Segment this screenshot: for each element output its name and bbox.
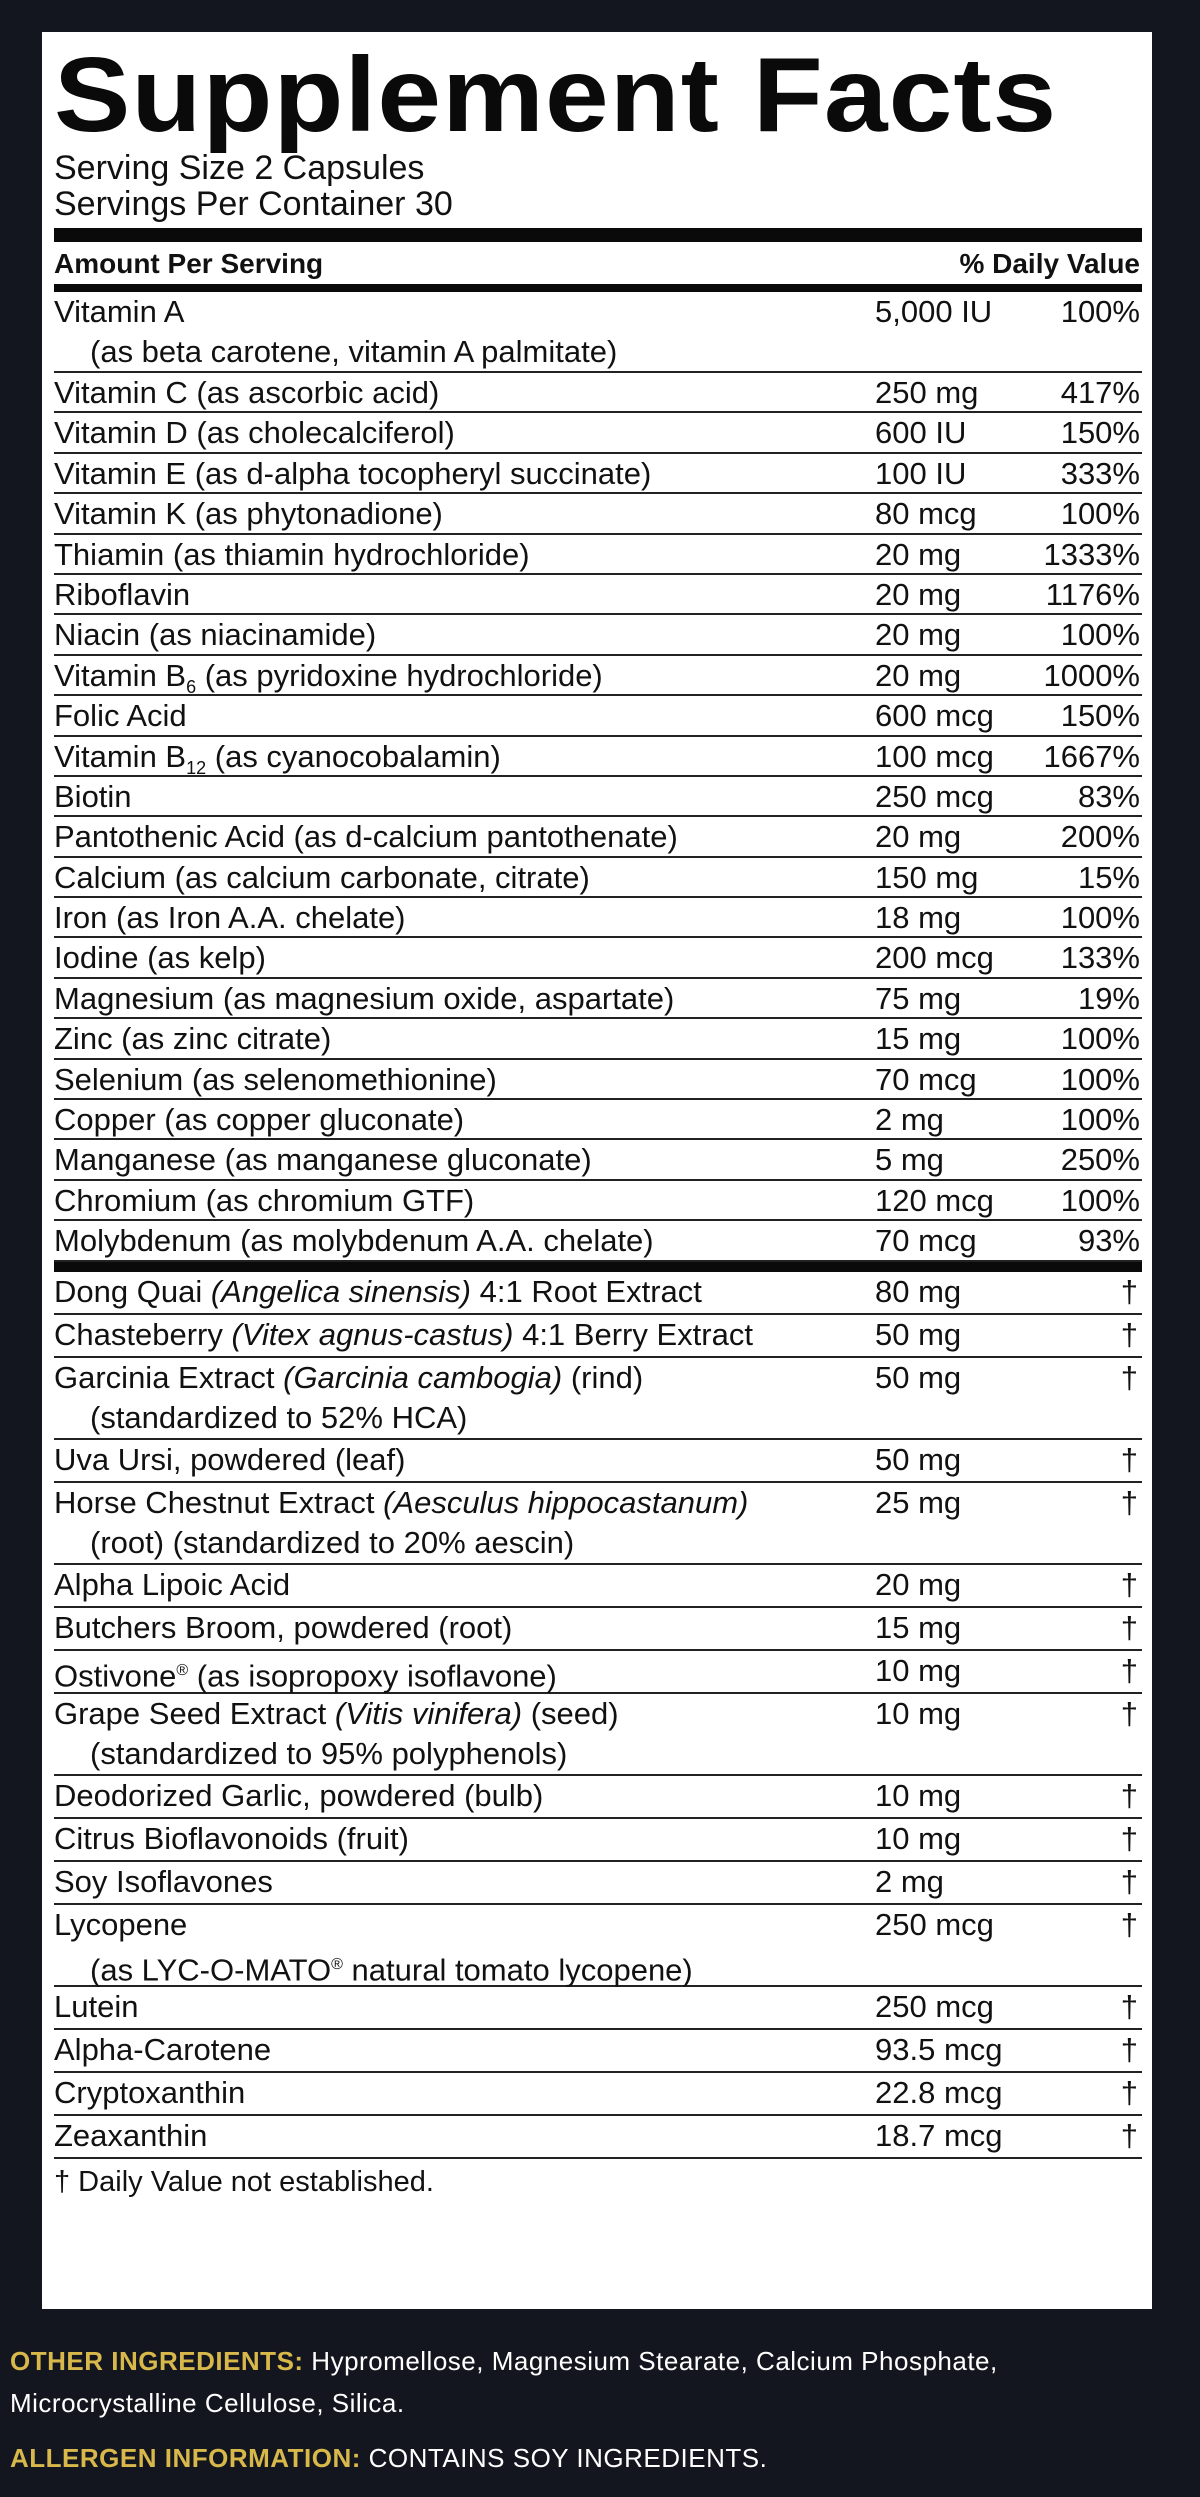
ingredient-name-text: Grape Seed Extract <box>54 1695 335 1731</box>
nutrient-name: Magnesium (as magnesium oxide, aspartate) <box>54 980 675 1016</box>
table-row <box>54 373 1142 413</box>
nutrient-name: Vitamin E (as d-alpha tocopheryl succinate) <box>54 455 652 491</box>
nutrient-name: Manganese (as manganese gluconate) <box>54 1142 592 1178</box>
ingredient-amount: 50 mg <box>875 1316 962 1352</box>
daily-value-header: % Daily Value <box>959 248 1140 279</box>
nutrient-daily-value: 100% <box>1060 617 1140 653</box>
ingredient-name-text: Deodorized Garlic, powdered (bulb) <box>54 1777 544 1813</box>
page-title: Supplement Facts <box>54 36 1058 154</box>
dagger-mark: † <box>1120 1566 1138 1602</box>
ingredient-botanical-name: (Vitis vinifera) <box>334 1695 523 1731</box>
table-row <box>54 1651 1142 1694</box>
ingredient-name <box>54 1483 748 1523</box>
nutrient-name: Calcium (as calcium carbonate, citrate) <box>54 859 590 895</box>
ingredient-botanical-name: (Garcinia cambogia) <box>283 1359 563 1395</box>
nutrient-name: Pantothenic Acid (as d-calcium pantothenate) <box>54 819 678 855</box>
ingredient-botanical-name: (Vitex agnus-castus) <box>231 1316 514 1352</box>
nutrient-daily-value: 100% <box>1060 496 1140 532</box>
table-row <box>54 1862 1142 1905</box>
other-ingredients-label: OTHER INGREDIENTS: <box>10 2346 304 2376</box>
ingredient-source-text: (as LYC-O-MATO <box>90 1951 332 1987</box>
nutrient-name-main: Vitamin B <box>54 738 187 774</box>
nutrient-name: Vitamin K (as phytonadione) <box>54 496 443 532</box>
nutrient-daily-value: 19% <box>1077 980 1140 1016</box>
table-row <box>54 1181 1142 1221</box>
ingredient-name <box>54 1315 753 1355</box>
nutrient-daily-value: 93% <box>1077 1223 1140 1259</box>
ingredient-name <box>54 2073 245 2113</box>
nutrient-source: (as beta carotene, vitamin A palmitate) <box>90 334 618 369</box>
ingredient-name-suffix: (seed) <box>522 1695 619 1731</box>
nutrient-name: Riboflavin <box>54 576 191 612</box>
nutrient-name: Zinc (as zinc citrate) <box>54 1021 332 1057</box>
table-row <box>54 858 1142 898</box>
table-row <box>54 1272 1142 1315</box>
nutrient-amount: 250 mg <box>875 375 979 410</box>
table-row <box>54 1358 1142 1440</box>
ingredient-name <box>54 1565 290 1605</box>
nutrient-amount: 20 mg <box>875 536 962 572</box>
nutrient-name: Copper (as copper gluconate) <box>54 1102 465 1138</box>
ingredient-amount: 10 mg <box>875 1695 962 1731</box>
nutrient-name-subscript: 6 <box>186 676 197 697</box>
nutrient-name: Folic Acid <box>54 698 187 734</box>
other-ingredients <box>10 2340 1190 2424</box>
ingredient-name-text: Horse Chestnut Extract <box>54 1484 384 1520</box>
ingredient-botanical-name: (Angelica sinensis) <box>210 1273 471 1309</box>
divider-medium <box>54 284 1142 292</box>
ingredient-name <box>54 1694 619 1734</box>
ingredient-amount: 50 mg <box>875 1359 962 1395</box>
nutrient-amount: 75 mg <box>875 980 962 1016</box>
dagger-mark: † <box>1120 1695 1138 1731</box>
dagger-mark: † <box>1120 1273 1138 1309</box>
divider-thick <box>54 1262 1142 1272</box>
dagger-mark: † <box>1120 2031 1138 2067</box>
dagger-mark: † <box>1120 1906 1138 1942</box>
ingredient-amount: 10 mg <box>875 1820 962 1856</box>
nutrient-daily-value: 333% <box>1060 455 1140 491</box>
table-row <box>54 535 1142 575</box>
nutrient-daily-value: 100% <box>1060 1182 1140 1218</box>
ingredient-source: (root) (standardized to 20% aescin) <box>90 1524 575 1560</box>
ingredient-amount: 20 mg <box>875 1566 962 1602</box>
ingredient-name-suffix: 4:1 Berry Extract <box>513 1316 753 1352</box>
table-row <box>54 2073 1142 2116</box>
ingredient-name <box>54 1987 138 2027</box>
nutrient-amount: 20 mg <box>875 576 962 612</box>
nutrient-daily-value: 150% <box>1060 415 1140 451</box>
ingredient-name <box>54 1905 187 1945</box>
table-row <box>54 413 1142 453</box>
dagger-mark: † <box>1120 1863 1138 1899</box>
nutrient-amount: 600 IU <box>875 415 967 451</box>
ingredient-source: (standardized to 52% HCA) <box>90 1399 468 1435</box>
ingredient-name <box>54 1776 543 1816</box>
table-row <box>54 656 1142 696</box>
table-row <box>54 1694 1142 1776</box>
ingredient-name-text: Butchers Broom, powdered (root) <box>54 1609 513 1645</box>
nutrient-amount: 80 mcg <box>875 496 977 532</box>
nutrient-daily-value: 83% <box>1077 778 1140 814</box>
nutrient-amount: 100 mcg <box>875 738 994 774</box>
nutrient-daily-value: 250% <box>1060 1142 1140 1178</box>
table-row <box>54 1221 1142 1261</box>
nutrient-name-main: Vitamin B <box>54 657 187 693</box>
nutrient-amount: 18 mg <box>875 900 962 936</box>
nutrient-amount: 70 mcg <box>875 1223 977 1259</box>
table-row <box>54 737 1142 777</box>
ingredient-name <box>54 1608 512 1648</box>
nutrient-daily-value: 100% <box>1060 900 1140 936</box>
ingredient-name-text: Lycopene <box>54 1906 188 1942</box>
nutrient-name: Niacin (as niacinamide) <box>54 617 377 653</box>
dagger-mark: † <box>1120 1820 1138 1856</box>
nutrient-daily-value: 150% <box>1060 698 1140 734</box>
table-row <box>54 1019 1142 1059</box>
ingredient-name <box>54 2030 271 2070</box>
nutrient-name-rest: (as pyridoxine hydrochloride) <box>196 657 603 693</box>
nutrient-amount: 150 mg <box>875 859 979 895</box>
table-row <box>54 1440 1142 1483</box>
dagger-mark: † <box>1120 2074 1138 2110</box>
ingredient-name <box>54 1358 643 1398</box>
ingredient-name <box>54 1440 405 1480</box>
servings-per-container: Servings Per Container 30 <box>54 185 453 223</box>
ingredient-name-text: Garcinia Extract <box>54 1359 284 1395</box>
registered-mark: ® <box>176 1661 189 1679</box>
nutrient-name: Molybdenum (as molybdenum A.A. chelate) <box>54 1223 654 1259</box>
amount-per-serving-header: Amount Per Serving <box>54 248 324 279</box>
nutrient-amount: 120 mcg <box>875 1182 994 1218</box>
ingredient-amount: 2 mg <box>875 1863 944 1899</box>
ingredient-amount: 50 mg <box>875 1441 962 1477</box>
table-row <box>54 1315 1142 1358</box>
nutrient-amount: 5,000 IU <box>875 294 993 329</box>
nutrient-amount: 20 mg <box>875 819 962 855</box>
nutrient-amount: 100 IU <box>875 455 967 491</box>
ingredient-amount: 250 mcg <box>875 1988 994 2024</box>
nutrient-amount: 20 mg <box>875 617 962 653</box>
dagger-mark: † <box>1120 1484 1138 1520</box>
ingredient-name <box>54 2116 207 2156</box>
table-row <box>54 1987 1142 2030</box>
table-header <box>54 242 1142 284</box>
nutrient-daily-value: 100% <box>1060 294 1140 329</box>
ingredient-name-suffix: (rind) <box>562 1359 644 1395</box>
table-row <box>54 1100 1142 1140</box>
nutrient-amount: 2 mg <box>875 1102 944 1138</box>
table-row <box>54 2030 1142 2073</box>
nutrient-amount: 600 mcg <box>875 698 994 734</box>
table-row <box>54 1140 1142 1180</box>
table-row <box>54 979 1142 1019</box>
ingredient-name <box>54 1651 557 1697</box>
table-row <box>54 1565 1142 1608</box>
ingredient-name-text: Citrus Bioflavonoids (fruit) <box>54 1820 409 1856</box>
table-row <box>54 898 1142 938</box>
table-row <box>54 575 1142 615</box>
ingredient-name-text: Zeaxanthin <box>54 2117 208 2153</box>
nutrient-daily-value: 1667% <box>1043 738 1140 774</box>
ingredient-name-text: Uva Ursi, powdered (leaf) <box>54 1441 406 1477</box>
ingredient-amount: 15 mg <box>875 1609 962 1645</box>
ingredient-name-text: Cryptoxanthin <box>54 2074 246 2110</box>
table-row <box>54 817 1142 857</box>
ingredient-name-text: Dong Quai <box>54 1273 211 1309</box>
ingredient-name-text: Alpha-Carotene <box>54 2031 272 2067</box>
nutrient-daily-value: 1000% <box>1043 657 1140 693</box>
nutrient-amount: 20 mg <box>875 657 962 693</box>
supplement-facts-panel <box>42 32 1152 2309</box>
ingredient-amount: 250 mcg <box>875 1906 994 1942</box>
nutrient-daily-value: 1333% <box>1043 536 1140 572</box>
dagger-mark: † <box>1120 2117 1138 2153</box>
table-row <box>54 696 1142 736</box>
ingredient-name <box>54 1272 702 1312</box>
nutrient-daily-value: 100% <box>1060 1061 1140 1097</box>
ingredient-source <box>90 1945 693 1990</box>
ingredient-name <box>54 1819 409 1859</box>
nutrient-amount: 200 mcg <box>875 940 994 976</box>
nutrient-daily-value: 133% <box>1060 940 1140 976</box>
other-ingredients-text: Hypromellose, Magnesium Stearate, Calcium Phosphate, Microcrystalline Cellulose, Silica. <box>10 2346 998 2418</box>
footnote: † Daily Value not established. <box>54 2165 434 2198</box>
dagger-mark: † <box>1120 1316 1138 1352</box>
ingredient-name-text: Ostivone <box>54 1657 177 1693</box>
nutrient-daily-value: 100% <box>1060 1102 1140 1138</box>
table-row <box>54 615 1142 655</box>
table-row <box>54 1905 1142 1987</box>
nutrient-amount: 5 mg <box>875 1142 944 1178</box>
nutrient-name-subscript: 12 <box>186 757 207 778</box>
ingredient-source-suffix: natural tomato lycopene) <box>342 1951 693 1987</box>
nutrient-name: Vitamin A <box>54 294 185 329</box>
dagger-mark: † <box>1120 1441 1138 1477</box>
dagger-mark: † <box>1120 1359 1138 1395</box>
table-row <box>54 2116 1142 2159</box>
table-row <box>54 454 1142 494</box>
nutrient-name: Vitamin D (as cholecalciferol) <box>54 415 455 451</box>
ingredient-name-text: Alpha Lipoic Acid <box>54 1566 291 1602</box>
ingredient-amount: 18.7 mcg <box>875 2117 1003 2153</box>
nutrient-name: Iron (as Iron A.A. chelate) <box>54 900 406 936</box>
ingredient-amount: 10 mg <box>875 1652 962 1688</box>
nutrient-amount: 70 mcg <box>875 1061 977 1097</box>
ingredient-source: (standardized to 95% polyphenols) <box>90 1735 568 1771</box>
ingredient-amount: 80 mg <box>875 1273 962 1309</box>
vitamin-table <box>54 292 1142 1262</box>
table-row <box>54 1483 1142 1565</box>
divider-thick <box>54 228 1142 242</box>
ingredient-name <box>54 1862 273 1902</box>
ingredient-amount: 10 mg <box>875 1777 962 1813</box>
nutrient-name: Iodine (as kelp) <box>54 940 266 976</box>
nutrient-daily-value: 1176% <box>1045 576 1140 612</box>
ingredient-amount: 25 mg <box>875 1484 962 1520</box>
nutrient-name: Chromium (as chromium GTF) <box>54 1182 475 1218</box>
dagger-mark: † <box>1120 1988 1138 2024</box>
table-row <box>54 1819 1142 1862</box>
ingredient-name-text: Lutein <box>54 1988 139 2024</box>
nutrient-daily-value: 15% <box>1077 859 1140 895</box>
dagger-mark: † <box>1120 1777 1138 1813</box>
nutrient-name: Biotin <box>54 778 132 814</box>
ingredient-name-text: Chasteberry <box>54 1316 232 1352</box>
nutrient-name: Selenium (as selenomethionine) <box>54 1061 497 1097</box>
dagger-mark: † <box>1120 1609 1138 1645</box>
allergen-information <box>10 2440 767 2476</box>
extract-table <box>54 1272 1142 2159</box>
registered-mark: ® <box>331 1955 343 1973</box>
ingredient-amount: 22.8 mcg <box>875 2074 1003 2110</box>
nutrient-daily-value: 100% <box>1060 1021 1140 1057</box>
ingredient-amount: 93.5 mcg <box>875 2031 1003 2067</box>
nutrient-daily-value: 417% <box>1060 375 1140 410</box>
allergen-label: ALLERGEN INFORMATION: <box>10 2443 361 2473</box>
table-row <box>54 777 1142 817</box>
serving-size: Serving Size 2 Capsules <box>54 149 425 187</box>
ingredient-name-suffix: (as isopropoxy isoflavone) <box>188 1657 557 1693</box>
table-row <box>54 292 1142 373</box>
nutrient-name-rest: (as cyanocobalamin) <box>206 738 501 774</box>
allergen-text: CONTAINS SOY INGREDIENTS. <box>360 2443 768 2473</box>
nutrient-name: Thiamin (as thiamin hydrochloride) <box>54 536 530 572</box>
table-row <box>54 938 1142 978</box>
nutrient-name: Vitamin C (as ascorbic acid) <box>54 375 440 410</box>
ingredient-name-text: Soy Isoflavones <box>54 1863 273 1899</box>
table-row <box>54 1608 1142 1651</box>
nutrient-amount: 15 mg <box>875 1021 962 1057</box>
nutrient-amount: 250 mcg <box>875 778 994 814</box>
ingredient-name-suffix: 4:1 Root Extract <box>471 1273 702 1309</box>
table-row <box>54 1060 1142 1100</box>
nutrient-daily-value: 200% <box>1060 819 1140 855</box>
table-row <box>54 494 1142 534</box>
dagger-mark: † <box>1120 1652 1138 1688</box>
ingredient-botanical-name: (Aesculus hippocastanum) <box>383 1484 749 1520</box>
table-row <box>54 1776 1142 1819</box>
